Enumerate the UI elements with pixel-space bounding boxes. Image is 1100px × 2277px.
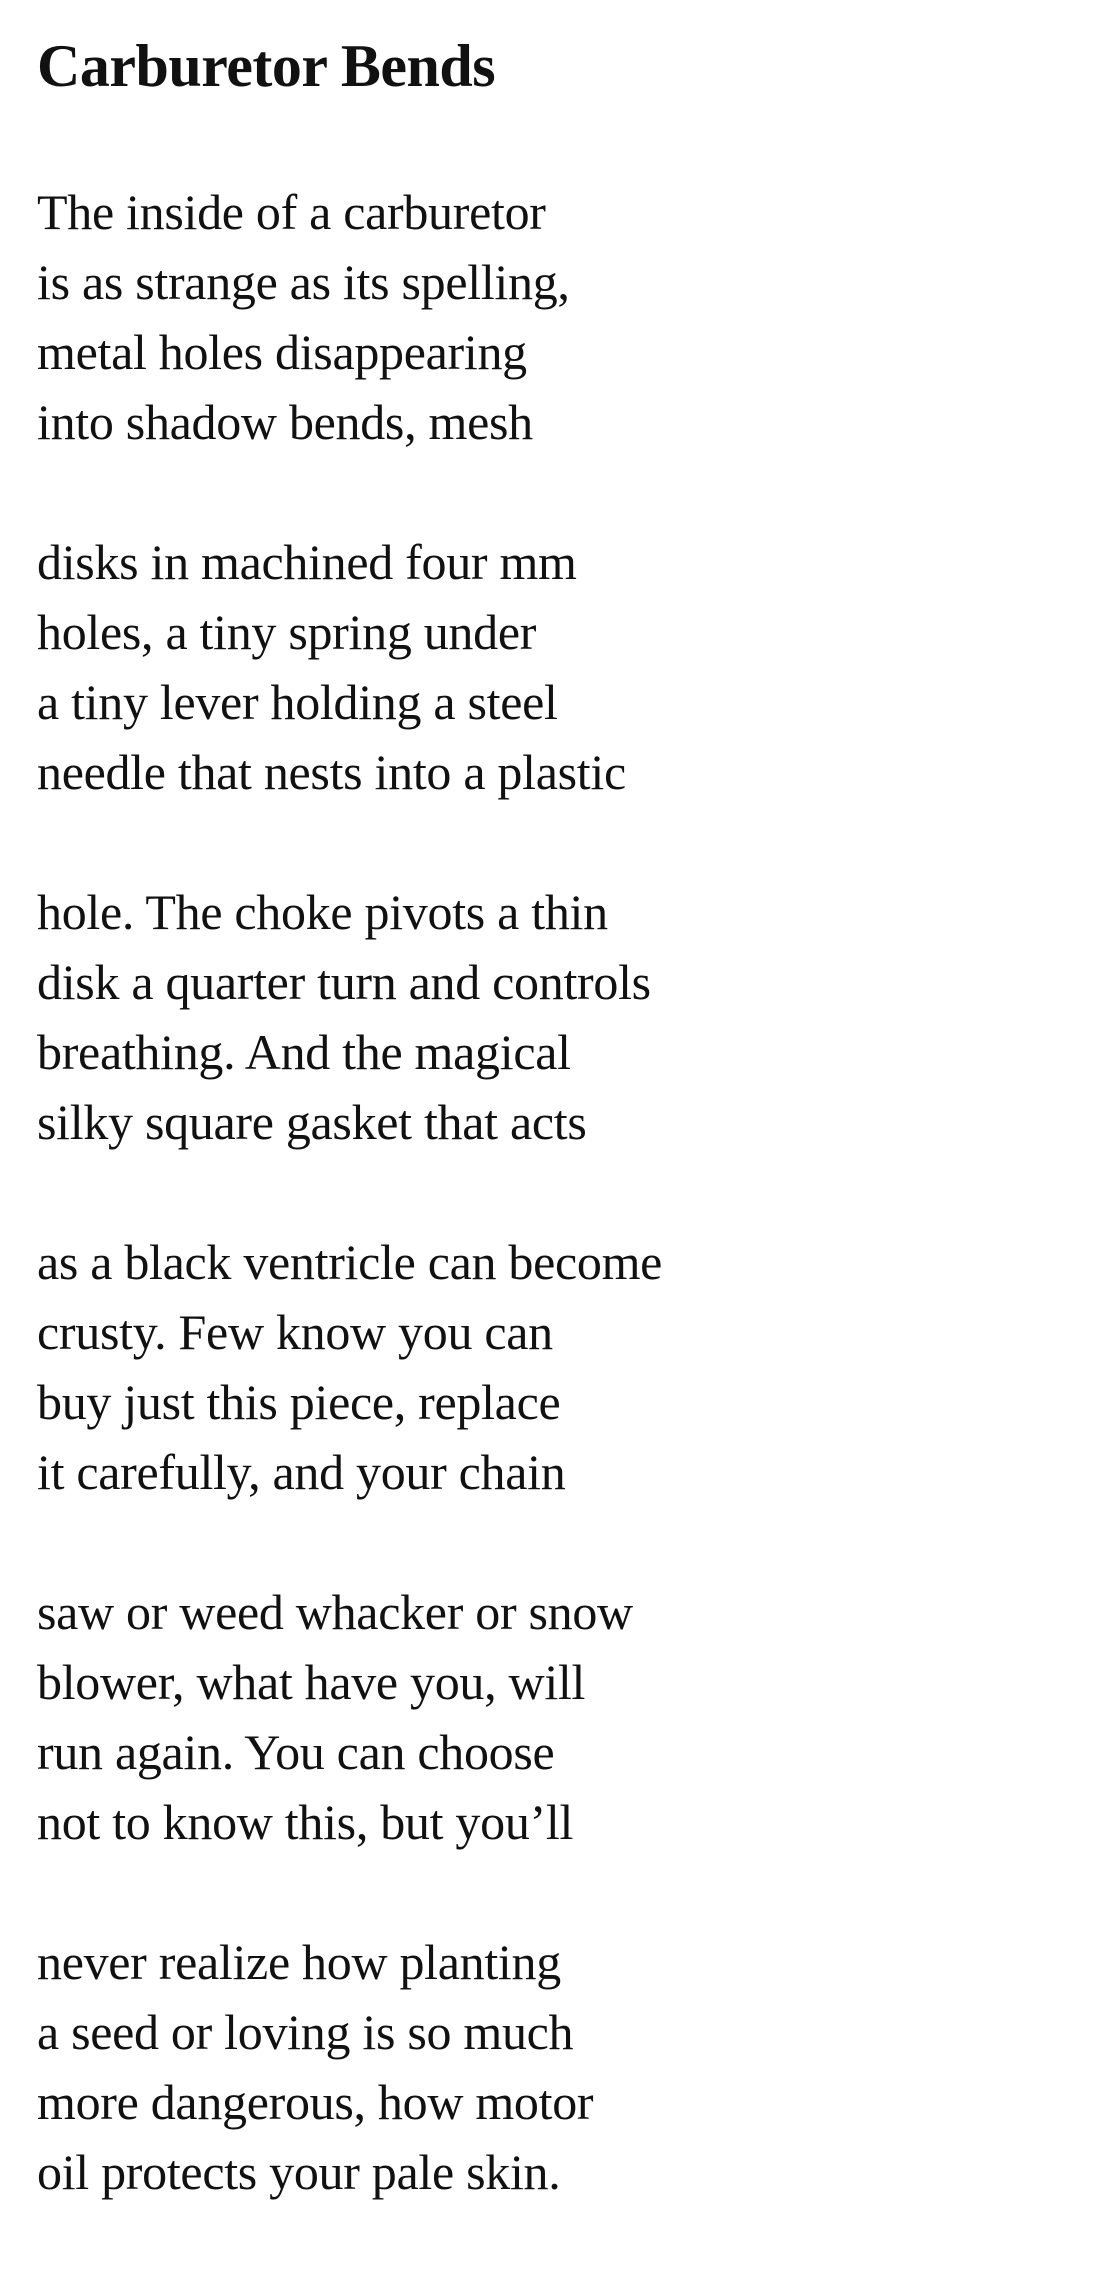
stanza-6	[37, 1927, 662, 2207]
poem-line: needle that nests into a plastic	[37, 744, 626, 800]
stanza-1	[37, 177, 662, 457]
poem-line: breathing. And the magical	[37, 1024, 571, 1080]
poem-line: The inside of a carburetor	[37, 184, 546, 240]
poem-line: blower, what have you, will	[37, 1654, 586, 1710]
poem-line: disk a quarter turn and controls	[37, 954, 651, 1010]
stanza-5	[37, 1577, 662, 1857]
poem-line: oil protects your pale skin.	[37, 2144, 561, 2200]
poem-line: hole. The choke pivots a thin	[37, 884, 608, 940]
poem-line: as a black ventricle can become	[37, 1234, 663, 1290]
poem-line: disks in machined four mm	[37, 534, 577, 590]
poem-line: never realize how planting	[37, 1934, 561, 1990]
poem-line: into shadow bends, mesh	[37, 394, 533, 450]
poem-line: silky square gasket that acts	[37, 1094, 587, 1150]
stanza-4	[37, 1227, 662, 1507]
poem-line: not to know this, but you’ll	[37, 1794, 574, 1850]
poem-line: metal holes disappearing	[37, 324, 527, 380]
stanza-2	[37, 527, 662, 807]
poem-title: Carburetor Bends	[37, 33, 496, 99]
poem-line: it carefully, and your chain	[37, 1444, 566, 1500]
poem-line: crusty. Few know you can	[37, 1304, 553, 1360]
poem-line: run again. You can choose	[37, 1724, 555, 1780]
poem-line: is as strange as its spelling,	[37, 254, 570, 310]
poem-body	[37, 177, 662, 2277]
poem-line: saw or weed whacker or snow	[37, 1584, 633, 1640]
poem-line: holes, a tiny spring under	[37, 604, 537, 660]
poem-line: a tiny lever holding a steel	[37, 674, 558, 730]
poem-line: buy just this piece, replace	[37, 1374, 561, 1430]
stanza-3	[37, 877, 662, 1157]
poem-line: a seed or loving is so much	[37, 2004, 574, 2060]
poem-line: more dangerous, how motor	[37, 2074, 594, 2130]
